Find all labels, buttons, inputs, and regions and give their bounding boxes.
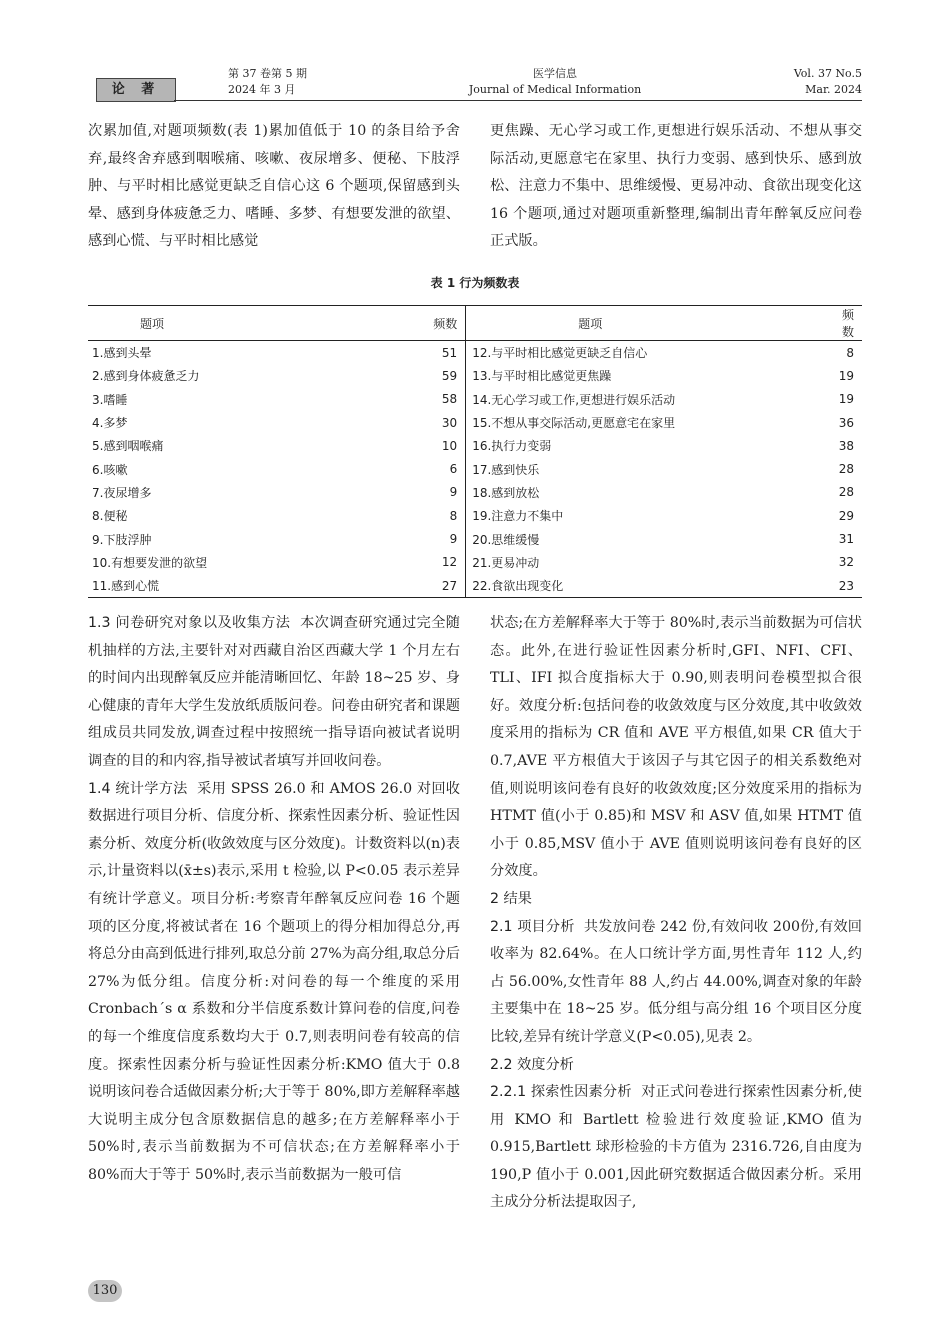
- freq-cell: 12: [403, 551, 466, 574]
- table-caption: 表 1 行为频数表: [430, 276, 520, 290]
- freq-cell: 29: [838, 508, 854, 523]
- section-2-2-1: [490, 1079, 862, 1217]
- item-cell: 20.思维缓慢: [472, 532, 540, 547]
- item-cell: 7.夜尿增多: [92, 485, 152, 500]
- freq-cell: 28: [838, 485, 854, 500]
- freq-cell: 30: [403, 411, 466, 434]
- freq-cell: 23: [838, 578, 854, 593]
- header-item-left: 题项: [140, 316, 165, 331]
- table-row: [88, 388, 862, 411]
- item-cell: 3.嗜睡: [92, 392, 128, 407]
- table-row: [88, 364, 862, 387]
- left-column: [88, 610, 460, 1189]
- freq-cell: 28: [838, 462, 854, 477]
- item-cell: 12.与平时相比感觉更缺乏自信心: [472, 346, 648, 361]
- section-2-1-body: 共发放问卷 242 份,有效问收 200份,有效回收率为 82.64%。在人口统计学方面,男性青年 112 人,约占 56.00%,女性青年 88 人,约占 44.00%,调查对象的年龄主要集中在 18~25 岁。低分组与高分组 16 个项目区分度比较,差异有统计学意义(P<0.05),见表 2。: [490, 918, 862, 1045]
- volume-cn: 第 37 卷第 5 期: [228, 67, 307, 80]
- item-cell: 17.感到快乐: [472, 462, 540, 477]
- section-2-1: [490, 914, 862, 1052]
- table-row: [88, 574, 862, 598]
- table-header-row: [88, 306, 862, 341]
- section-1-3: [88, 610, 460, 776]
- item-cell: 16.执行力变弱: [472, 439, 552, 454]
- section-2-1-heading: 2.1 项目分析: [490, 918, 575, 935]
- section-2-2-1-heading: 2.2.1 探索性因素分析: [490, 1084, 632, 1101]
- item-cell: 21.更易冲动: [472, 555, 540, 570]
- freq-cell: 9: [403, 527, 466, 550]
- freq-cell: 10: [403, 434, 466, 457]
- freq-cell: 19: [838, 392, 854, 407]
- volume-en: Vol. 37 No.5: [793, 67, 862, 80]
- table-row: [88, 504, 862, 527]
- item-cell: 2.感到身体疲惫乏力: [92, 369, 200, 384]
- item-cell: 5.感到咽喉痛: [92, 439, 164, 454]
- header-freq-left: 频数: [403, 306, 466, 341]
- date-en: Mar. 2024: [805, 83, 862, 96]
- table-row: [88, 551, 862, 574]
- item-cell: 6.咳嗽: [92, 462, 128, 477]
- section-2-heading: 2 结果: [490, 890, 532, 907]
- section-1-3-heading: 1.3 问卷研究对象以及收集方法: [88, 615, 291, 631]
- section-1-4-body: 采用 SPSS 26.0 和 AMOS 26.0 对回收数据进行项目分析、信度分析、探索性因素分析、验证性因素分析、效度分析(收敛效度与区分效度)。计数资料以(n)表示,计量资料以(x̄±s)表示,采用 t 检验,以 P<0.05 表示差异有统计学意义。项目分析:考察青年醉氧反应问卷 16 个题项的区分度,将被试者在 16 个题项上的得分相加得总分,再将总分由高到低进行排列,取总分前 27%为高分组,取总分后 27%为低分组。信度分析:对问卷的每一个维度的采用 Cronbach´s α 系数和分半信度系数计算问卷的信度,问卷的每一个维度信度系数均大于 0.7,则表明问卷有较高的信度。探索性因素分析与验证性因素分析:KMO 值大于 0.8 说明该问卷合适做因素分析;大于等于 80%,即方差解释率越大说明主成分包含原数据信息的越多;在方差解释率小于 50%时,表示当前数据为不可信状态;在方差解释率小于 80%而大于等于 50%时,表示当前数据为一般可信: [88, 780, 460, 1183]
- freq-cell: 51: [403, 341, 466, 365]
- top-right-text: [490, 118, 862, 256]
- section-1-4-heading: 1.4 统计学方法: [88, 780, 188, 797]
- freq-cell: 31: [838, 532, 854, 547]
- journal-en: Journal of Medical Information: [468, 83, 642, 96]
- top-right-paragraph: 更焦躁、无心学习或工作,更想进行娱乐活动、不想从事交际活动,更愿意宅在家里、执行力变弱、感到快乐、感到放松、注意力不集中、思维缓慢、更易冲动、食欲出现变化这 16 个题项,通过对题项重新整理,编制出青年醉氧反应问卷正式版。: [490, 123, 862, 250]
- item-cell: 18.感到放松: [472, 485, 540, 500]
- table-row: [88, 481, 862, 504]
- date-cn: 2024 年 3 月: [228, 83, 296, 96]
- freq-cell: 58: [403, 388, 466, 411]
- item-cell: 14.无心学习或工作,更想进行娱乐活动: [472, 392, 676, 407]
- header-item-right: 题项: [578, 316, 603, 331]
- item-cell: 1.感到头晕: [92, 346, 152, 361]
- page-number: 130: [88, 1280, 122, 1302]
- top-left-text: [88, 118, 460, 256]
- item-cell: 9.下肢浮肿: [92, 532, 152, 547]
- item-cell: 22.食欲出现变化: [472, 579, 564, 594]
- item-cell: 11.感到心慌: [92, 579, 160, 594]
- freq-cell: 59: [403, 364, 466, 387]
- top-left-paragraph: 次累加值,对题项频数(表 1)累加值低于 10 的条目给予舍弃,最终舍弃感到咽喉痛、咳嗽、夜尿增多、便秘、下肢浮肿、与平时相比感觉更缺乏自信心这 6 个题项,保留感到头晕、感到身体疲惫乏力、嗜睡、多梦、有想要发泄的欲望、感到心慌、与平时相比感觉: [88, 123, 460, 250]
- freq-cell: 36: [838, 415, 854, 430]
- section-tag: 论 著: [96, 78, 176, 102]
- section-2-2-1-body: 对正式问卷进行探索性因素分析,使用 KMO 和 Bartlett 检验进行效度验证,KMO 值为 0.915,Bartlett 球形检验的卡方值为 2316.726,自由度为 190,P 值小于 0.001,因此研究数据适合做因素分析。采用主成分分析法提取因子,: [490, 1084, 862, 1211]
- frequency-table: [88, 305, 862, 598]
- freq-cell: 6: [403, 457, 466, 480]
- freq-cell: 8: [846, 345, 854, 360]
- section-1-4: [88, 776, 460, 1190]
- item-cell: 4.多梦: [92, 416, 128, 431]
- right-column: [490, 610, 862, 1217]
- item-cell: 13.与平时相比感觉更焦躁: [472, 369, 612, 384]
- item-cell: 19.注意力不集中: [472, 509, 564, 524]
- freq-cell: 9: [403, 481, 466, 504]
- freq-cell: 8: [403, 504, 466, 527]
- table-row: [88, 411, 862, 434]
- section-1-3-body: 本次调查研究通过完全随机抽样的方法,主要针对对西藏自治区西藏大学 1 个月左右的时间内出现醉氧反应并能清晰回忆、年龄 18~25 岁、身心健康的青年大学生发放纸质版问卷。问卷由研究者和课题组成员共同发放,调查过程中按照统一指导语向被试者说明调查的目的和内容,指导被试者填写并回收问卷。: [88, 615, 460, 769]
- table-row: [88, 527, 862, 550]
- freq-cell: 19: [838, 368, 854, 383]
- header-freq-right: 频数: [841, 308, 854, 339]
- journal-cn: 医学信息: [533, 67, 577, 80]
- table-row: [88, 434, 862, 457]
- item-cell: 10.有想要发泄的欲望: [92, 555, 208, 570]
- freq-cell: 32: [838, 555, 854, 570]
- table-row: [88, 457, 862, 480]
- continued-paragraph: 状态;在方差解释率大于等于 80%时,表示当前数据为可信状态。此外,在进行验证性因素分析时,GFI、NFI、CFI、TLI、IFI 拟合度指标大于 0.90,则表明问卷模型拟合很好。效度分析:包括问卷的收敛效度与区分效度,其中收敛效度采用的指标为 CR 值和 AVE 平方根值,如果 CR 值大于 0.7,AVE 平方根值大于该因子与其它因子的相关系数绝对值,则说明该问卷有良好的收敛效度;区分效度采用的指标为 HTMT 值(小于 0.85)和 MSV 和 ASV 值,如果 HTMT 值小于 0.85,MSV 值小于 AVE 值则说明该问卷有良好的区分效度。: [490, 615, 862, 880]
- item-cell: 15.不想从事交际活动,更愿意宅在家里: [472, 416, 676, 431]
- item-cell: 8.便秘: [92, 509, 128, 524]
- freq-cell: 38: [838, 438, 854, 453]
- header-rule: [174, 100, 862, 101]
- freq-cell: 27: [403, 574, 466, 598]
- section-2-2-heading: 2.2 效度分析: [490, 1056, 574, 1073]
- table-row: [88, 341, 862, 365]
